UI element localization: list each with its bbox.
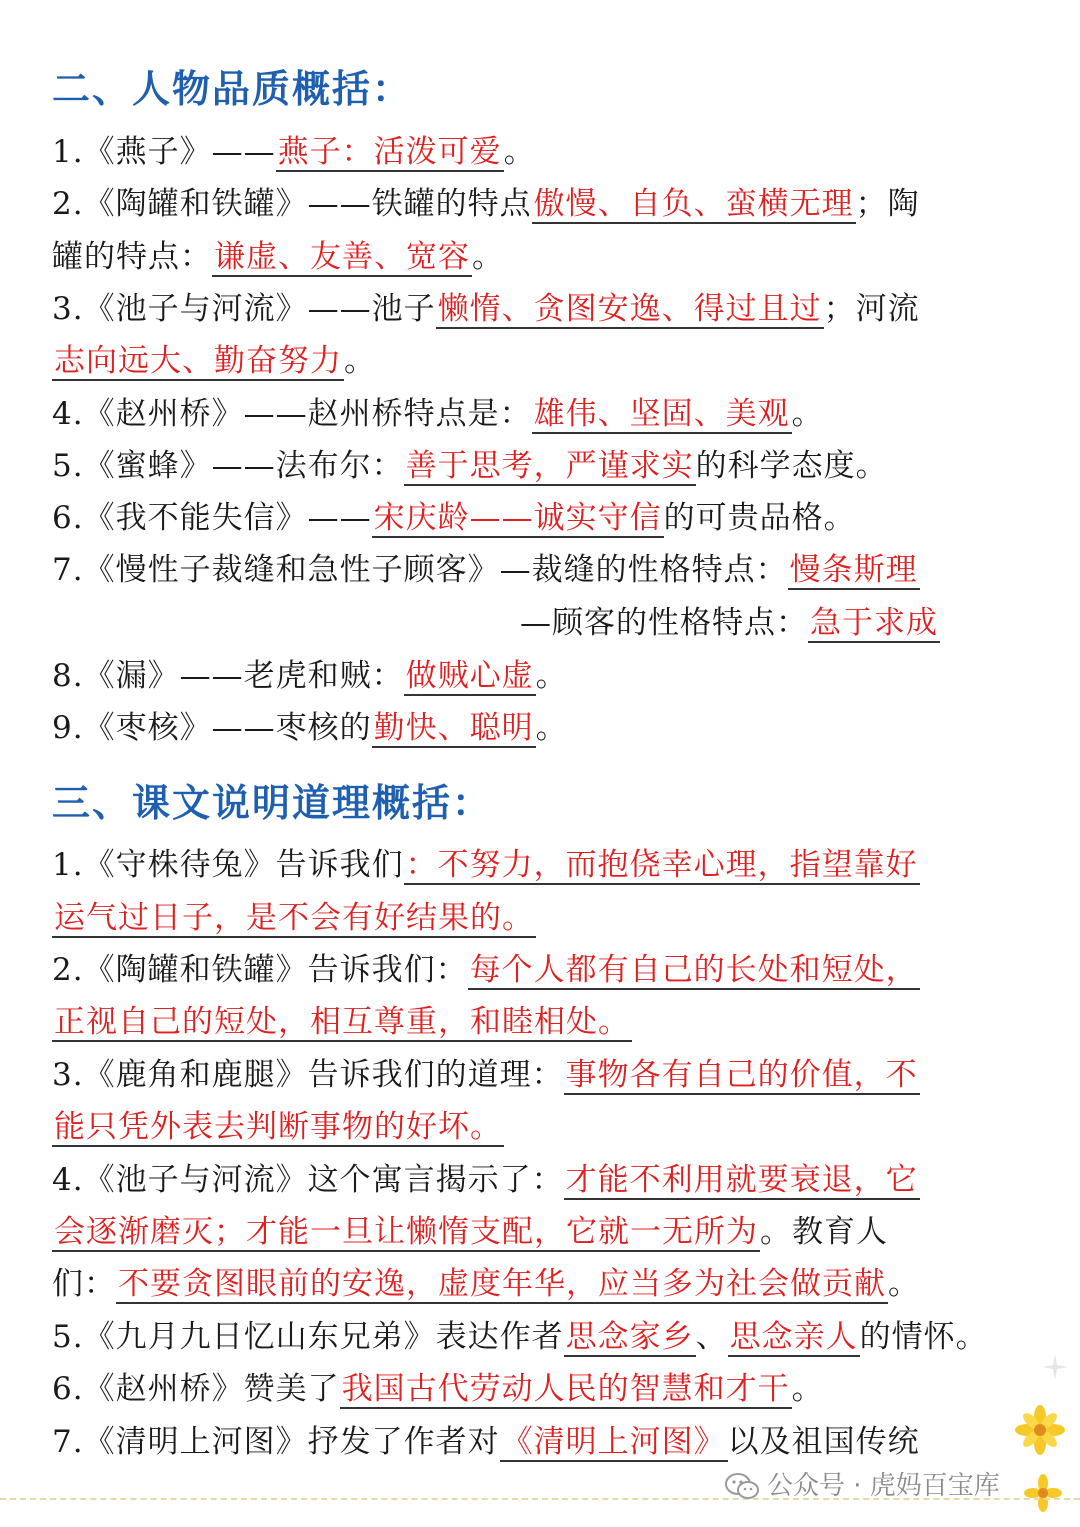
list-item [52, 392, 824, 436]
list-item [52, 1105, 504, 1149]
list-item [52, 654, 568, 698]
list-item [52, 1053, 920, 1097]
item-text: 7.《清明上河图》抒发了作者对 [52, 1424, 500, 1460]
answer-text: 傲慢、自负、蛮横无理 [533, 186, 854, 222]
list-item [52, 444, 888, 488]
item-text: 9.《枣核》——枣核的 [52, 710, 372, 746]
answer-text: 思念家乡 [565, 1319, 694, 1355]
item-text: 1.《守株待兔》告诉我们 [52, 847, 404, 883]
answer-text: 能只凭外表去判断事物的好坏。 [54, 1109, 502, 1145]
item-text: 2.《陶罐和铁罐》告诉我们： [52, 952, 468, 988]
answer-text: 慢条斯理 [789, 552, 918, 588]
section-heading-character-qualities: 二、人物品质概括： [52, 67, 413, 111]
answer-text: 才能不利用就要衰退，它 [565, 1162, 918, 1198]
wechat-icon [725, 1473, 759, 1501]
list-item [52, 235, 504, 279]
item-text: ；河流 [823, 291, 920, 327]
item-text: 的情怀。 [859, 1319, 988, 1355]
item-text: ；陶 [855, 186, 920, 222]
answer-text: 志向远大、勤奋努力 [54, 343, 342, 379]
answer-text: ：不努力，而抱侥幸心理，指望靠好 [405, 847, 918, 883]
list-item [52, 548, 920, 592]
item-text: 。 [791, 396, 824, 432]
answer-text: 每个人都有自己的长处和短处， [469, 952, 918, 988]
item-text: 5.《蜜蜂》——法布尔： [52, 448, 404, 484]
item-text: 。 [791, 1371, 824, 1407]
answer-text: 善于思考，严谨求实 [405, 448, 694, 484]
list-item [52, 182, 920, 226]
answer-text: 宋庆龄——诚实守信 [373, 500, 662, 536]
list-item [52, 1420, 920, 1464]
daisy-flower-icon [1010, 1400, 1070, 1460]
item-text: 。 [472, 239, 504, 275]
item-text: 的科学态度。 [695, 448, 888, 484]
list-item [52, 1367, 824, 1411]
list-item [52, 843, 920, 887]
item-text: 6.《赵州桥》赞美了 [52, 1371, 340, 1407]
item-text: 1.《燕子》—— [52, 134, 276, 170]
list-item [52, 1158, 920, 1202]
list-item [52, 896, 536, 940]
item-text: 。 [535, 710, 568, 746]
item-text: 。教育人 [760, 1214, 888, 1250]
answer-text: 运气过日子，是不会有好结果的。 [54, 900, 534, 936]
item-text: 。 [344, 343, 376, 379]
list-item [520, 601, 940, 645]
daisy-flower-icon [1020, 1470, 1066, 1516]
answer-text: 做贼心虚 [405, 658, 534, 694]
answer-text: 正视自己的短处，相互尊重，和睦相处。 [54, 1004, 630, 1040]
list-item [52, 1262, 920, 1306]
answer-text: 懒惰、贪图安逸、得过且过 [437, 291, 822, 327]
item-text: 以及祖国传统 [727, 1424, 920, 1460]
answer-text: 会逐渐磨灭；才能一旦让懒惰支配，它就一无所为 [54, 1214, 758, 1250]
answer-text: 燕子：活泼可爱 [277, 134, 502, 170]
answer-text: 勤快、聪明 [373, 710, 534, 746]
sparkle-icon [1040, 1352, 1070, 1382]
list-item [52, 339, 376, 383]
watermark-text: 公众号 · 虎妈百宝库 [767, 1471, 1000, 1501]
list-item [52, 1315, 988, 1359]
item-text: 罐的特点： [52, 239, 212, 275]
list-item [52, 1000, 632, 1044]
item-text: 7.《慢性子裁缝和急性子顾客》—裁缝的性格特点： [52, 552, 788, 588]
answer-text: 不要贪图眼前的安逸，虚度年华，应当多为社会做贡献 [118, 1266, 886, 1302]
item-text: 6.《我不能失信》—— [52, 500, 372, 536]
watermark [725, 1465, 1000, 1502]
list-item [52, 706, 568, 750]
answer-text: 《清明上河图》 [501, 1424, 726, 1460]
item-text: —顾客的性格特点： [520, 605, 808, 641]
item-text: 。 [888, 1266, 920, 1302]
answer-text: 我国古代劳动人民的智慧和才干 [341, 1371, 790, 1407]
list-item [52, 496, 856, 540]
answer-text: 事物各有自己的价值，不 [565, 1057, 918, 1093]
item-text: 2.《陶罐和铁罐》——铁罐的特点 [52, 186, 532, 222]
list-item [52, 1210, 888, 1254]
answer-text: 急于求成 [810, 605, 938, 641]
item-text: 们： [52, 1266, 116, 1302]
list-item [52, 948, 920, 992]
item-text: 4.《池子与河流》这个寓言揭示了： [52, 1162, 564, 1198]
list-item [52, 130, 536, 174]
item-text: 。 [503, 134, 536, 170]
list-item [52, 287, 920, 331]
answer-text: 雄伟、坚固、美观 [533, 396, 790, 432]
item-text: 。 [535, 658, 568, 694]
item-text: 3.《鹿角和鹿腿》告诉我们的道理： [52, 1057, 564, 1093]
answer-text: 思念亲人 [729, 1319, 858, 1355]
section-heading-lesson-morals: 三、课文说明道理概括： [52, 781, 493, 825]
item-text: 、 [695, 1319, 728, 1355]
item-text: 4.《赵州桥》——赵州桥特点是： [52, 396, 532, 432]
item-text: 的可贵品格。 [663, 500, 856, 536]
item-text: 5.《九月九日忆山东兄弟》表达作者 [52, 1319, 564, 1355]
answer-text: 谦虚、友善、宽容 [214, 239, 470, 275]
item-text: 3.《池子与河流》——池子 [52, 291, 436, 327]
item-text: 8.《漏》——老虎和贼： [52, 658, 404, 694]
